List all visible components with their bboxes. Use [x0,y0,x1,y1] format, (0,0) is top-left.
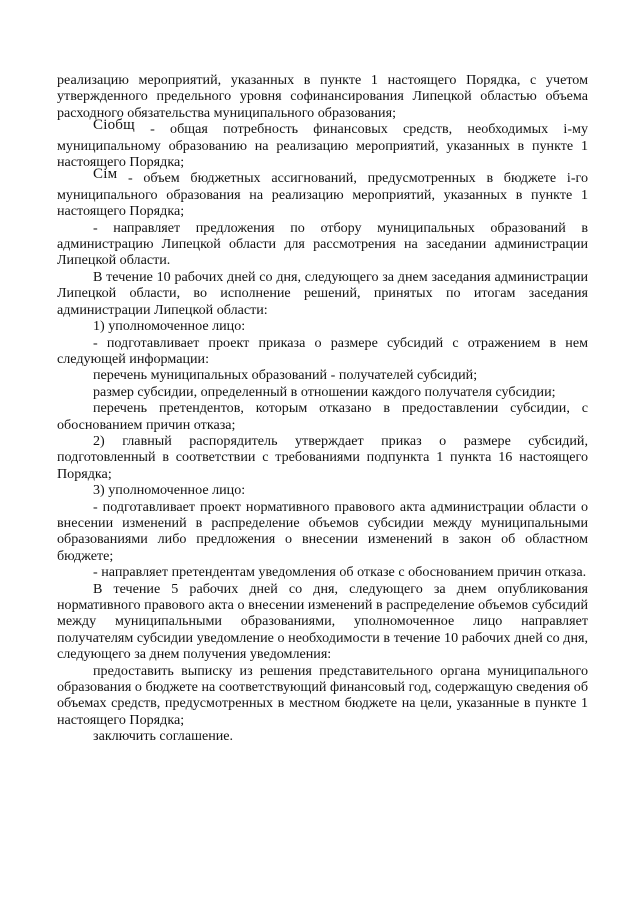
paragraph-5: В течение 10 рабочих дней со дня, следующего за днем заседания администрации Липецкой области, во исполнение решений, принятых по итогам заседания администрации Липецкой области: [57,268,588,318]
variable-symbol-municipal: Сiм [93,166,118,183]
paragraph-16: предоставить выписку из решения представительного органа муниципального образования о бюджете на соответствующий финансовый год, содержащую сведения об объемах средств, предусмотренных в местном бюджете на цели, указанные в пункте 1 настоящего Порядка; [57,662,588,728]
paragraph-9: размер субсидии, определенный в отношении каждого получателя субсидии; [93,383,556,400]
paragraph-3 [57,166,588,220]
paragraph-2-text: - общая потребность финансовых средств, необходимых i-му муниципальному образованию на реализацию мероприятий, указанных в пункте 1 настоящего Порядка; [57,121,588,171]
paragraph-8: перечень муниципальных образований - получателей субсидий; [93,367,478,384]
paragraph-1: реализацию мероприятий, указанных в пункте 1 настоящего Порядка, с учетом утвержденного предельного уровня софинансирования Липецкой областью объема расходного обязательства муниципального образования; [57,72,588,121]
paragraph-17: заключить соглашение. [93,728,234,745]
paragraph-7: - подготавливает проект приказа о размере субсидий с отражением в нем следующей информации: [57,334,588,367]
paragraph-2 [57,117,588,171]
paragraph-14: - направляет претендентам уведомления об отказе с обоснованием причин отказа. [93,564,587,581]
paragraph-3-text: - объем бюджетных ассигнований, предусмотренных в бюджете i-го муниципального образования на реализацию мероприятий, указанных в пункте 1 настоящего Порядка; [57,170,588,220]
paragraph-10: перечень претендентов, которым отказано в предоставлении субсидии, с обоснованием причин отказа; [57,400,588,433]
variable-symbol-total: Сiобщ [93,117,135,134]
paragraph-15: В течение 5 рабочих дней со дня, следующего за днем опубликования нормативного правового акта о внесении изменений в распределение объемов субсидий между муниципальными образованиями, уполномоченное лицо направляет получателям субсидии уведомление о необходимости в течение 10 рабочих дней со дня, следующего за днем получения уведомления: [57,580,588,663]
paragraph-11: 2) главный распорядитель утверждает приказ о размере субсидий, подготовленный в соответствии с требованиями подпункта 1 пункта 16 настоящего Порядка; [57,432,588,482]
paragraph-4: - направляет предложения по отбору муниципальных образований в администрацию Липецкой области для рассмотрения на заседании администрации Липецкой области. [57,219,588,269]
paragraph-6: 1) уполномоченное лицо: [93,318,246,335]
paragraph-13: - подготавливает проект нормативного правового акта администрации области о внесении изменений в распределение объемов субсидии между муниципальными образованиями либо предложения о внесении изменений в закон об областном бюджете; [57,498,588,564]
paragraph-12: 3) уполномоченное лицо: [93,482,246,499]
